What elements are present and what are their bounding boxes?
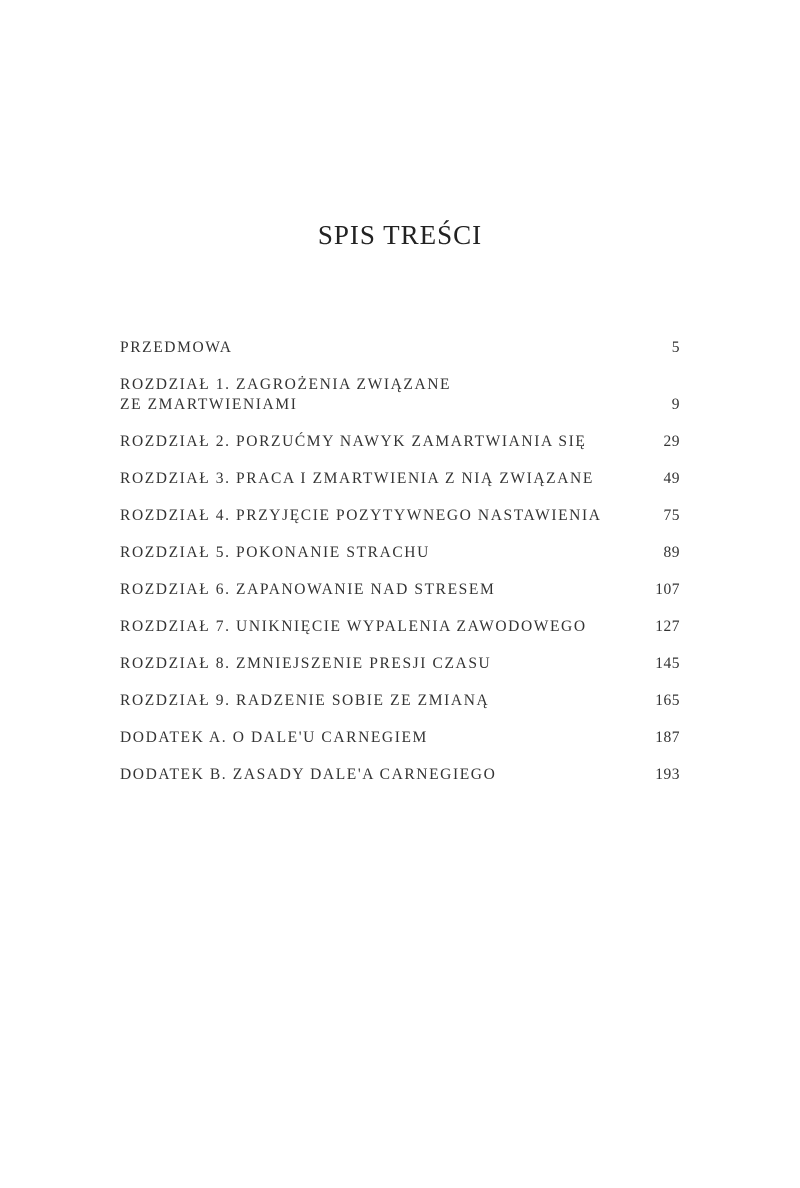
toc-entry-label-line1: ROZDZIAŁ 1. ZAGROŻENIA ZWIĄZANE xyxy=(120,376,452,393)
toc-entry xyxy=(120,375,680,415)
toc-entry xyxy=(120,728,680,748)
toc-entry xyxy=(120,543,680,563)
toc-entry-page: 9 xyxy=(671,396,680,413)
toc-entry-label-line1: DODATEK B. ZASADY DALE'A CARNEGIEGO xyxy=(120,766,497,783)
toc-entry-label-line1: DODATEK A. O DALE'U CARNEGIEM xyxy=(120,729,428,746)
toc-list xyxy=(120,338,680,802)
toc-entry-label-line1: ROZDZIAŁ 8. ZMNIEJSZENIE PRESJI CZASU xyxy=(120,655,492,672)
toc-entry-label-line1: ROZDZIAŁ 6. ZAPANOWANIE NAD STRESEM xyxy=(120,581,496,598)
toc-entry-label-line1: ROZDZIAŁ 7. UNIKNIĘCIE WYPALENIA ZAWODOWEGO xyxy=(120,618,587,635)
toc-entry-label-line1: ROZDZIAŁ 3. PRACA I ZMARTWIENIA Z NIĄ ZWIĄZANE xyxy=(120,470,594,487)
toc-entry-label xyxy=(120,765,628,785)
toc-entry-label xyxy=(120,506,628,526)
toc-entry-label xyxy=(120,691,628,711)
toc-entry-label xyxy=(120,617,628,637)
toc-entry-page: 107 xyxy=(655,581,680,598)
toc-entry-label xyxy=(120,338,628,358)
toc-entry xyxy=(120,765,680,785)
toc-entry-page: 127 xyxy=(655,618,680,635)
toc-entry-label-line1: ROZDZIAŁ 2. PORZUĆMY NAWYK ZAMARTWIANIA SIĘ xyxy=(120,433,587,450)
toc-entry xyxy=(120,617,680,637)
toc-entry xyxy=(120,580,680,600)
toc-entry-label-line1: ROZDZIAŁ 5. POKONANIE STRACHU xyxy=(120,544,430,561)
toc-entry-label xyxy=(120,728,628,748)
toc-entry xyxy=(120,432,680,452)
toc-entry-label xyxy=(120,375,628,415)
toc-entry-label xyxy=(120,469,628,489)
toc-entry-page: 145 xyxy=(655,655,680,672)
toc-entry-page: 165 xyxy=(655,692,680,709)
toc-entry-label xyxy=(120,432,628,452)
toc-entry-page: 29 xyxy=(663,433,680,450)
toc-entry-page: 49 xyxy=(663,470,680,487)
toc-entry-label-line1: ROZDZIAŁ 9. RADZENIE SOBIE ZE ZMIANĄ xyxy=(120,692,490,709)
toc-entry-page: 89 xyxy=(663,544,680,561)
toc-entry xyxy=(120,691,680,711)
toc-entry-label xyxy=(120,543,628,563)
toc-entry xyxy=(120,654,680,674)
toc-entry-page: 187 xyxy=(655,729,680,746)
toc-entry-label-line1: ROZDZIAŁ 4. PRZYJĘCIE POZYTYWNEGO NASTAWIENIA xyxy=(120,507,602,524)
toc-entry xyxy=(120,506,680,526)
toc-entry-page: 75 xyxy=(663,507,680,524)
toc-entry xyxy=(120,338,680,358)
toc-entry-label-line1: PRZEDMOWA xyxy=(120,339,233,356)
toc-entry xyxy=(120,469,680,489)
toc-entry-label xyxy=(120,654,628,674)
toc-entry-page: 5 xyxy=(671,339,680,356)
page-title: SPIS TREŚCI xyxy=(317,220,483,250)
toc-entry-label xyxy=(120,580,628,600)
toc-entry-label-line2: ZE ZMARTWIENIAMI xyxy=(120,396,298,413)
toc-entry-page: 193 xyxy=(655,766,680,783)
